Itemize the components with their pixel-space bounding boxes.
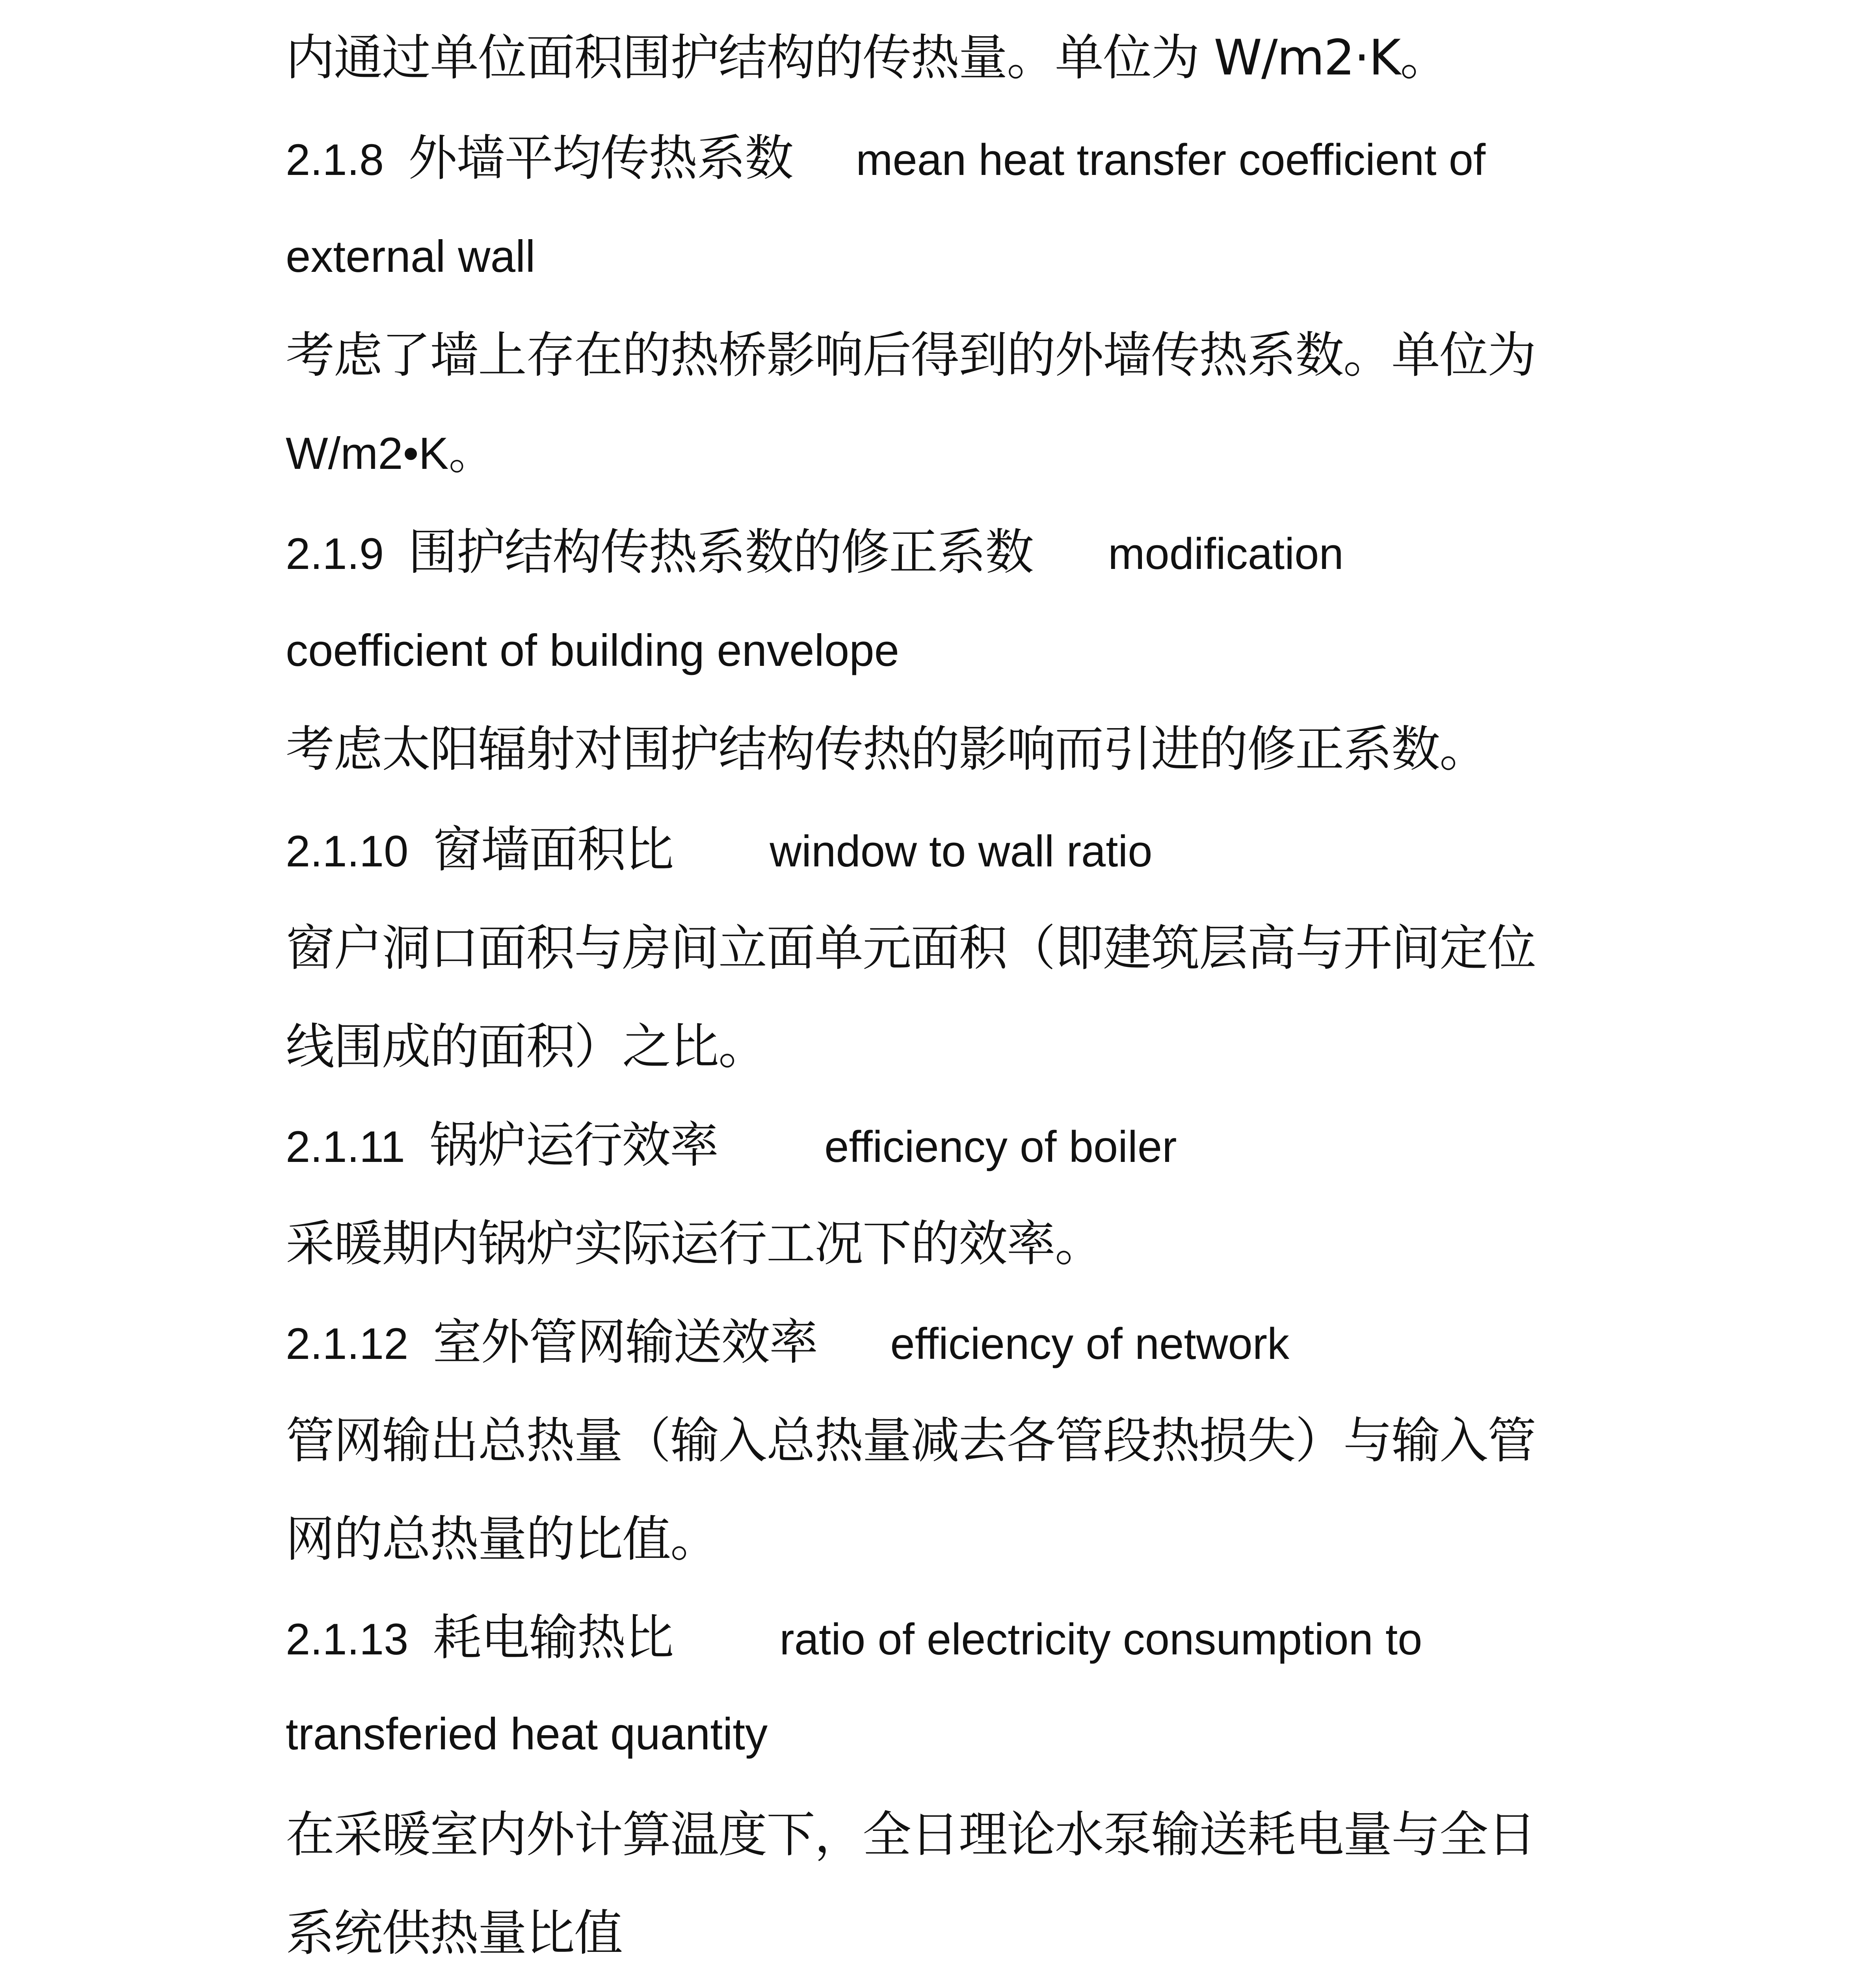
body-text-line: 线围成的面积）之比。 — [286, 1018, 767, 1075]
term-heading-2-1-12 — [286, 1314, 1290, 1371]
body-text-line: 系统供热量比值 — [286, 1905, 623, 1962]
term-number: 2.1.9 — [286, 529, 384, 578]
body-text-line: 管网输出总热量（输入总热量减去各管段热损失）与输入管 — [286, 1412, 1536, 1469]
term-number: 2.1.12 — [286, 1319, 409, 1368]
term-english-name: efficiency of network — [890, 1319, 1290, 1368]
body-text-line: 在采暖室内外计算温度下，全日理论水泵输送耗电量与全日 — [286, 1806, 1536, 1863]
body-text-line: 考虑了墙上存在的热桥影响后得到的外墙传热系数。单位为 — [286, 327, 1536, 384]
term-chinese-name: 室外管网输送效率 — [433, 1314, 818, 1371]
body-text-line: 内通过单位面积围护结构的传热量。单位为 W/m2·K。 — [286, 30, 1448, 86]
term-english-name: efficiency of boiler — [824, 1122, 1177, 1171]
term-english-continuation: coefficient of building envelope — [286, 626, 900, 676]
term-english-name: ratio of electricity consumption to — [779, 1615, 1422, 1664]
term-english-name: modification — [1108, 529, 1344, 578]
term-english-continuation: transferied heat quantity — [286, 1709, 768, 1759]
term-chinese-name: 外墙平均传热系数 — [408, 130, 793, 187]
body-text-line: 采暖期内锅炉实际运行工况下的效率。 — [286, 1215, 1103, 1272]
body-text-line: 考虑太阳辐射对围护结构传热的影响而引进的修正系数。 — [286, 721, 1488, 778]
body-text-line: 窗户洞口面积与房间立面单元面积（即建筑层高与开间定位 — [286, 920, 1536, 977]
term-chinese-name: 耗电输热比 — [433, 1609, 673, 1666]
term-heading-2-1-11 — [286, 1117, 1177, 1174]
term-heading-2-1-9 — [286, 524, 1344, 581]
body-text-line: 网的总热量的比值。 — [286, 1511, 719, 1568]
term-heading-2-1-10 — [286, 821, 1153, 878]
term-number: 2.1.11 — [286, 1122, 405, 1171]
term-number: 2.1.8 — [286, 135, 384, 184]
body-text-line: W/m2•K。 — [286, 429, 494, 479]
term-english-name: window to wall ratio — [770, 827, 1153, 876]
term-number: 2.1.13 — [286, 1615, 409, 1664]
term-number: 2.1.10 — [286, 827, 409, 876]
term-english-continuation: external wall — [286, 232, 535, 282]
term-chinese-name: 锅炉运行效率 — [429, 1117, 718, 1174]
term-chinese-name: 窗墙面积比 — [433, 821, 673, 878]
term-english-name: mean heat transfer coefficient of — [856, 135, 1486, 184]
term-chinese-name: 围护结构传热系数的修正系数 — [408, 524, 1034, 581]
term-heading-2-1-13 — [286, 1609, 1422, 1666]
term-heading-2-1-8 — [286, 130, 1486, 187]
